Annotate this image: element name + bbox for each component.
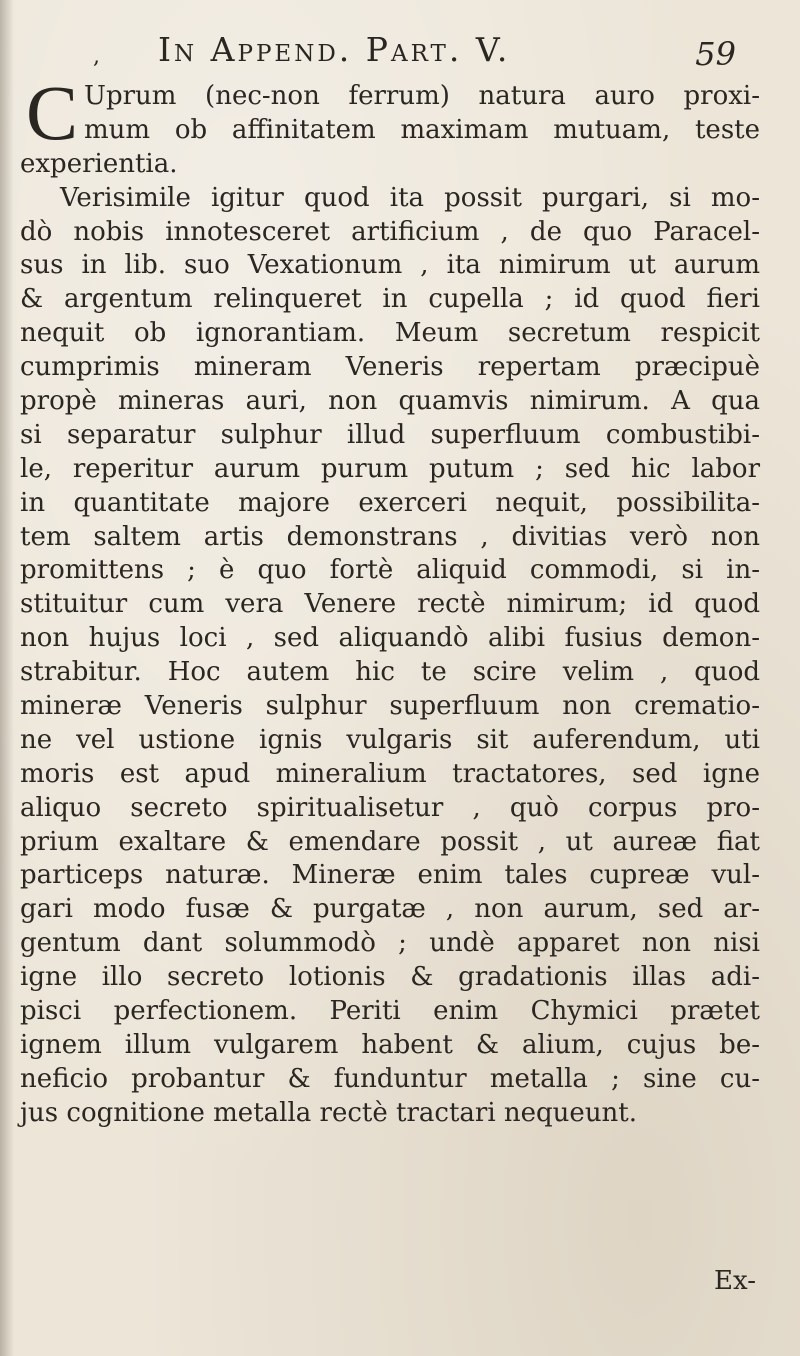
text-line: dò nobis innotesceret artificium , de quo Paracel- <box>20 216 760 247</box>
text-line: sus in lib. suo Vexationum , ita nimirum ut aurum <box>20 250 760 281</box>
text-line: & argentum relinqueret in cupella ; id quod fieri <box>20 284 760 315</box>
text-line: propè mineras auri, non quamvis nimirum. A qua <box>20 386 760 417</box>
header-ornament: , <box>93 44 100 69</box>
text-line: gentum dant solummodò ; undè apparet non nisi <box>20 928 760 959</box>
text-line: ignem illum vulgarem habent & alium, cujus be- <box>20 1029 760 1060</box>
text-line: ne vel ustione ignis vulgaris sit auferendum, uti <box>20 724 760 755</box>
text-line: promittens ; è quo fortè aliquid commodi, si in- <box>20 555 760 586</box>
catchword: Ex- <box>714 1266 756 1296</box>
text-line: Verisimile igitur quod ita possit purgari, si mo- <box>60 182 760 213</box>
body-text <box>20 69 760 1131</box>
paragraph-1 <box>20 69 760 182</box>
text-line: neficio probantur & funduntur metalla ; sine cu- <box>20 1063 760 1094</box>
text-line: stituitur cum vera Venere rectè nimirum; id quod <box>20 589 760 620</box>
text-line: non hujus loci , sed aliquandò alibi fusius demon- <box>20 623 760 654</box>
page-header <box>60 28 750 72</box>
text-line: jus cognitione metalla rectè tractari nequeunt. <box>20 1097 638 1128</box>
text-line: mum ob affinitatem maximam mutuam, teste <box>84 114 760 145</box>
text-line: tem saltem artis demonstrans , divitias verò non <box>20 521 760 552</box>
text-line: moris est apud mineralium tractatores, sed igne <box>20 758 760 789</box>
text-line: prium exaltare & emendare possit , ut aureæ fiat <box>20 826 760 857</box>
text-line: igne illo secreto lotionis & gradationis illas adi- <box>20 962 760 993</box>
text-line: gari modo fusæ & purgatæ , non aurum, sed ar- <box>20 894 760 925</box>
text-line: aliquo secreto spiritualisetur , quò corpus pro- <box>20 792 760 823</box>
text-line: particeps naturæ. Mineræ enim tales cupreæ vul- <box>20 860 760 891</box>
text-line: experientia. <box>20 148 178 179</box>
paragraph-2 <box>20 182 760 1131</box>
text-line: si separatur sulphur illud superfluum combustibi- <box>20 419 760 450</box>
page-number: 59 <box>695 35 736 73</box>
text-line: strabitur. Hoc autem hic te scire velim , quod <box>20 657 760 688</box>
binding-shadow <box>0 0 14 1356</box>
text-line: le, reperitur aurum purum putum ; sed hic labor <box>20 453 760 484</box>
drop-cap-letter: C <box>26 69 79 156</box>
text-line: nequit ob ignorantiam. Meum secretum respicit <box>20 318 760 349</box>
running-title: In Append. Part. V. <box>158 30 511 69</box>
text-line: Uprum (nec-non ferrum) natura auro proxi- <box>84 81 760 111</box>
text-line: cumprimis mineram Veneris repertam præcipuè <box>20 352 760 383</box>
text-line: in quantitate majore exerceri nequit, possibilita- <box>20 487 760 518</box>
text-line: pisci perfectionem. Periti enim Chymici prætet <box>20 996 760 1027</box>
text-line: mineræ Veneris sulphur superfluum non crematio- <box>20 691 760 722</box>
